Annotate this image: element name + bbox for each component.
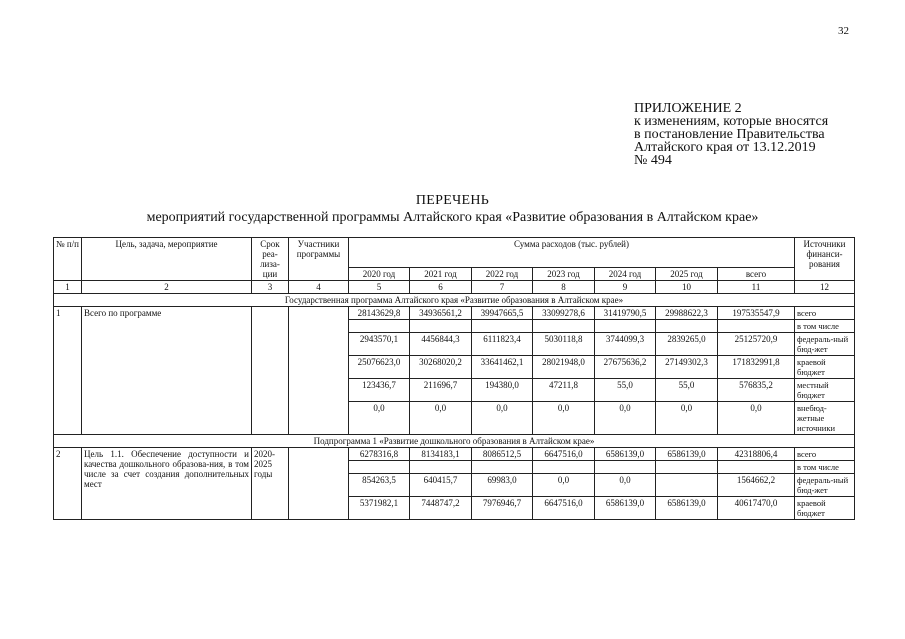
value-cell-total: 197535547,9 [718,307,795,320]
appendix-line-4: № 494 [634,153,672,168]
source-cell: краевой бюджет [795,356,855,379]
source-cell: федераль-ный бюд-жет [795,474,855,497]
section-row [54,435,855,448]
value-cell [349,461,410,474]
value-cell: 33641462,1 [472,356,533,379]
value-cell-total [718,320,795,333]
value-cell-total: 576835,2 [718,379,795,402]
value-cell [533,320,595,333]
value-cell: 2943570,1 [349,333,410,356]
header-year: 2025 год [656,268,718,281]
appendix-title: ПРИЛОЖЕНИЕ 2 [634,101,742,116]
column-number: 3 [252,281,289,294]
source-cell: федераль-ный бюд-жет [795,333,855,356]
value-cell: 6278316,8 [349,448,410,461]
value-cell-total: 42318806,4 [718,448,795,461]
source-cell: всего [795,307,855,320]
value-cell: 0,0 [472,402,533,435]
value-cell: 55,0 [595,379,656,402]
value-cell: 5371982,1 [349,497,410,520]
column-numbers-row [54,281,855,294]
source-cell: внебюд-жетные источники [795,402,855,435]
header-year: 2023 год [533,268,595,281]
column-number: 6 [410,281,472,294]
row-number: 1 [54,307,82,435]
value-cell [595,320,656,333]
value-cell: 47211,8 [533,379,595,402]
section-title-subprogram: Подпрограмма 1 «Развитие дошкольного образования в Алтайском крае» [54,435,855,448]
column-number: 7 [472,281,533,294]
value-cell: 28021948,0 [533,356,595,379]
row-participants [289,307,349,435]
value-cell: 640415,7 [410,474,472,497]
appendix-block [634,102,854,167]
header-sources: Источники финанси-рования [795,238,855,281]
appendix-line-3: Алтайского края от 13.12.2019 [634,140,816,155]
value-cell-total: 171832991,8 [718,356,795,379]
column-number: 12 [795,281,855,294]
row-goal: Цель 1.1. Обеспечение доступности и качества дошкольного образова-ния, в том числе за счет создания дополнительных мест [82,448,252,520]
value-cell: 30268020,2 [410,356,472,379]
column-number: 8 [533,281,595,294]
column-number: 9 [595,281,656,294]
value-cell: 3744099,3 [595,333,656,356]
value-cell-total [718,461,795,474]
section-row [54,294,855,307]
value-cell: 69983,0 [472,474,533,497]
value-cell: 6586139,0 [656,448,718,461]
value-cell: 854263,5 [349,474,410,497]
row-participants [289,448,349,520]
value-cell: 123436,7 [349,379,410,402]
value-cell: 7448747,2 [410,497,472,520]
table-row [54,307,855,320]
measures-table [53,237,855,520]
header-participants: Участники программы [289,238,349,281]
source-cell: местный бюджет [795,379,855,402]
column-number: 11 [718,281,795,294]
row-term [252,307,289,435]
column-number: 4 [289,281,349,294]
value-cell: 29988622,3 [656,307,718,320]
value-cell: 33099278,6 [533,307,595,320]
value-cell: 6647516,0 [533,497,595,520]
row-goal: Всего по программе [82,307,252,435]
value-cell: 31419790,5 [595,307,656,320]
value-cell: 7976946,7 [472,497,533,520]
source-cell: краевой бюджет [795,497,855,520]
value-cell: 0,0 [410,402,472,435]
value-cell: 39947665,5 [472,307,533,320]
value-cell: 6586139,0 [656,497,718,520]
value-cell [656,474,718,497]
value-cell [472,320,533,333]
header-num: № п/п [54,238,82,281]
value-cell [656,461,718,474]
appendix-line-2: в постановление Правительства [634,127,825,142]
header-goal: Цель, задача, мероприятие [82,238,252,281]
column-number: 5 [349,281,410,294]
value-cell: 6647516,0 [533,448,595,461]
header-sum: Сумма расходов (тыс. рублей) [349,238,795,268]
row-term: 2020-2025 годы [252,448,289,520]
value-cell: 2839265,0 [656,333,718,356]
value-cell: 27675636,2 [595,356,656,379]
value-cell: 6111823,4 [472,333,533,356]
value-cell-total: 25125720,9 [718,333,795,356]
value-cell: 8134183,1 [410,448,472,461]
page-number: 32 [838,25,849,37]
header-row-top [54,238,855,268]
value-cell: 0,0 [533,402,595,435]
column-number: 2 [82,281,252,294]
section-title-program: Государственная программа Алтайского края «Развитие образования в Алтайском крае» [54,294,855,307]
value-cell [472,461,533,474]
value-cell: 6586139,0 [595,448,656,461]
value-cell-total: 0,0 [718,402,795,435]
value-cell: 0,0 [656,402,718,435]
value-cell [410,461,472,474]
header-term: Срок реа-лиза-ции [252,238,289,281]
value-cell: 28143629,8 [349,307,410,320]
column-number: 10 [656,281,718,294]
document-subtitle: мероприятий государственной программы Алтайского края «Развитие образования в Алтайском крае» [146,210,759,225]
header-year: 2022 год [472,268,533,281]
table-row [54,448,855,461]
value-cell: 0,0 [533,474,595,497]
source-cell: в том числе [795,320,855,333]
value-cell: 194380,0 [472,379,533,402]
value-cell: 0,0 [349,402,410,435]
row-number: 2 [54,448,82,520]
value-cell: 55,0 [656,379,718,402]
source-cell: в том числе [795,461,855,474]
value-cell-total: 40617470,0 [718,497,795,520]
appendix-line-1: к изменениям, которые вносятся [634,114,829,129]
value-cell [656,320,718,333]
value-cell: 27149302,3 [656,356,718,379]
value-cell: 6586139,0 [595,497,656,520]
value-cell [349,320,410,333]
header-year: 2020 год [349,268,410,281]
column-number: 1 [54,281,82,294]
value-cell-total: 1564662,2 [718,474,795,497]
header-year: 2024 год [595,268,656,281]
value-cell: 4456844,3 [410,333,472,356]
value-cell [595,461,656,474]
value-cell: 5030118,8 [533,333,595,356]
value-cell: 8086512,5 [472,448,533,461]
document-title: ПЕРЕЧЕНЬ [415,193,490,208]
value-cell: 0,0 [595,474,656,497]
value-cell: 0,0 [595,402,656,435]
value-cell [410,320,472,333]
value-cell: 211696,7 [410,379,472,402]
value-cell: 25076623,0 [349,356,410,379]
value-cell [533,461,595,474]
header-year-total: всего [718,268,795,281]
header-year: 2021 год [410,268,472,281]
value-cell: 34936561,2 [410,307,472,320]
source-cell: всего [795,448,855,461]
